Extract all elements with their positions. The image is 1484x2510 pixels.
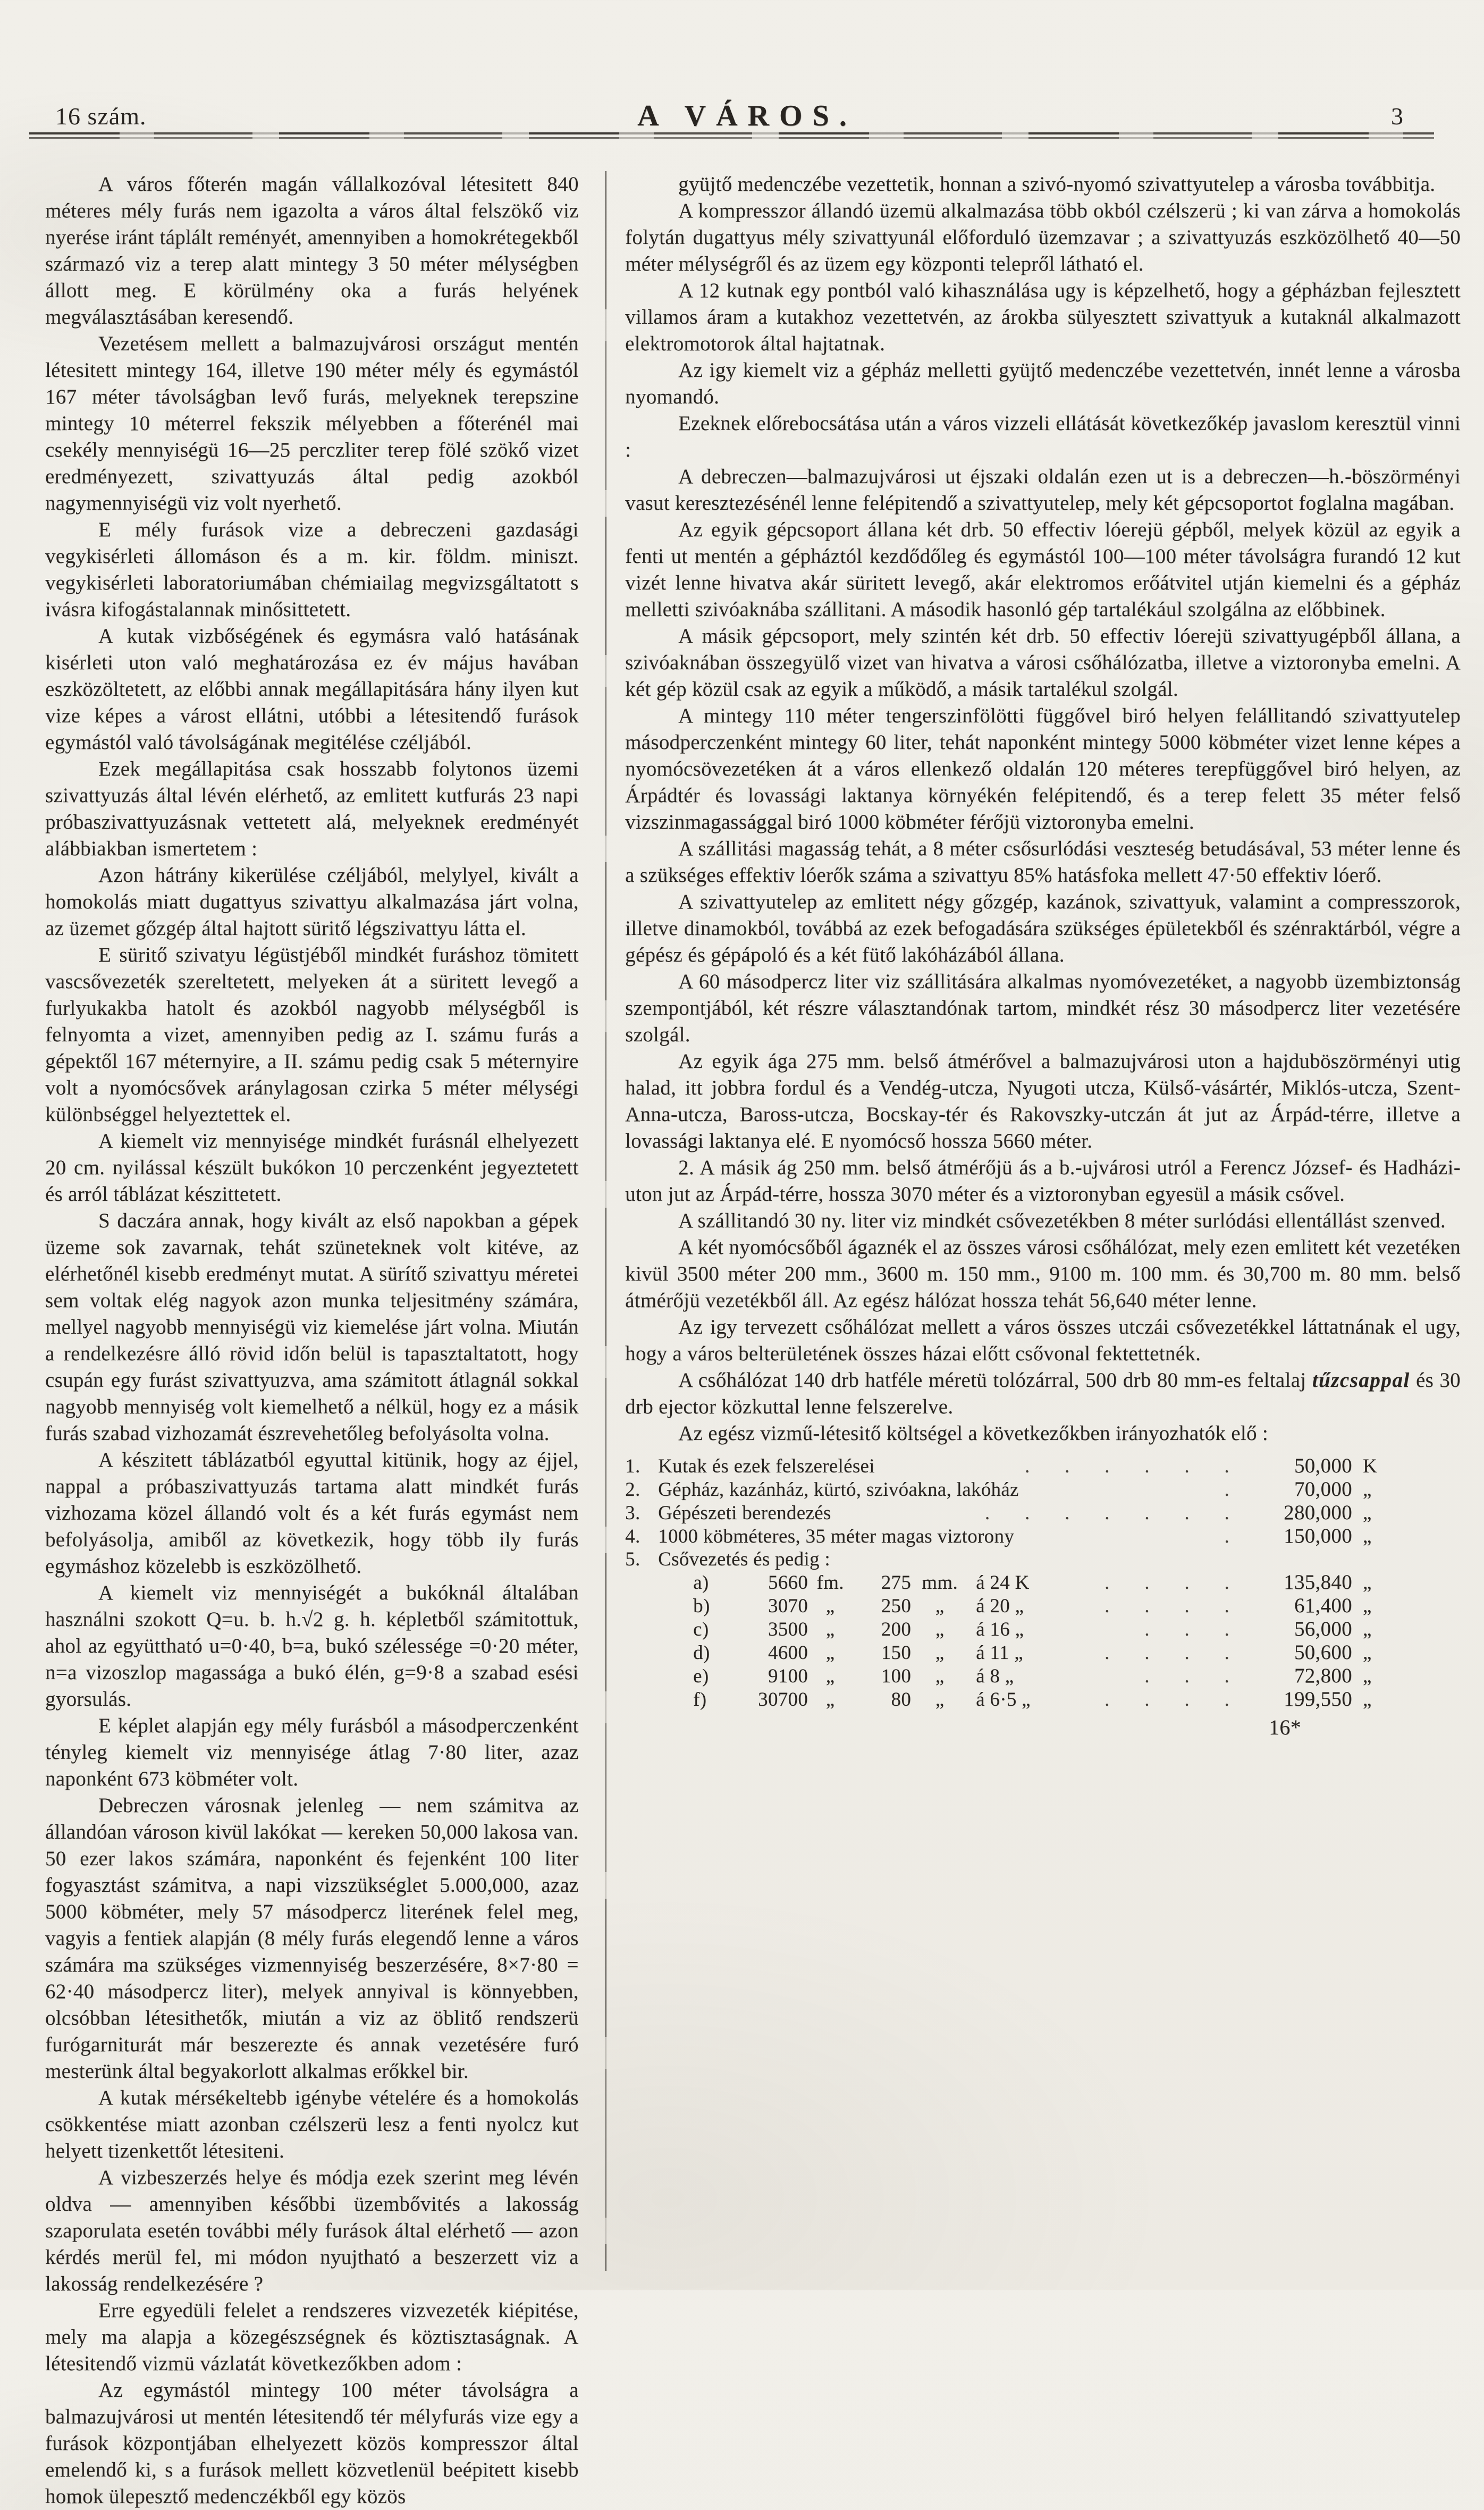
cost-subitem-size-unit: „ [935,1619,945,1640]
cost-subitem-letter: f) [693,1689,707,1711]
cost-subitem-row [693,1618,1398,1641]
cost-subitem-unit-price: á 11 „ [976,1642,1023,1664]
text-columns [45,171,1461,2508]
cost-subitem-letter: a) [693,1572,709,1594]
cost-subitem-currency: „ [1363,1572,1372,1594]
cost-subitem-size-unit: „ [935,1642,945,1664]
paragraph: Az egyik ága 275 mm. belső átmérővel a balmazujvárosi uton a hajduböszörményi utig halad, itt jobbra fordul és a Vendég-utcza, Nyugoti utcza, Külső-vásártér, Miklós-utcza, Szent-Anna-utcza, Baross-utcza, Bocskay-tér és Rakovszky-utczán át jut az Árpád-térre, illetve a lovassági laktanya elé. E nyomócső hossza 5660 méter. [625,1050,1461,1152]
cost-subitem-letter: d) [693,1642,710,1664]
paragraph-fire-hydrant [625,1367,1461,1420]
cost-list [625,1454,1461,1711]
cost-subitem-row [693,1641,1398,1664]
cost-subitem-quantity: 4600 [768,1642,808,1664]
paragraph: Az egymástól mintegy 100 méter távolságra a balmazujvárosi ut mentén létesitendő tér mélyfurás vize egy a furások központjában elhelyezett közös kompresszor által emelendő ki, s a furások mellett közvetlenül beépitett kisebb homok ülepesztő medenczékből egy közös [45,2379,579,2508]
cost-subitem-quantity: 3500 [768,1619,808,1640]
cost-subitem-unit: „ [825,1665,835,1687]
cost-item-label: Csővezetés és pedig : [658,1548,830,1570]
cost-subitem-unit: „ [825,1595,835,1617]
cost-subitem-unit: „ [825,1642,835,1664]
cost-subitem-currency: „ [1363,1595,1372,1617]
cost-item-label: 1000 köbméteres, 35 méter magas viztorony [658,1526,1015,1547]
header-double-rule [29,132,1434,139]
cost-subitem-amount: 72,800 [1294,1664,1352,1687]
cost-item-amount: 70,000 [1294,1478,1352,1501]
paragraph: A kutak mérsékeltebb igénybe vételére és a homokolás csökkentése miatt azonban czélszerü lesz a fenti nyolcz kut helyett tizenkettőt létesiteni. [45,2086,579,2162]
paragraph: A város főterén magán vállalkozóval létesitett 840 méteres mély furás nem igazolta a város által felszökő viz nyerése iránt táplált reményét, amennyiben a homokrétegekből származó viz a terep alatt mintegy 3 50 méter mélységben állott meg. E körülmény oka a furás helyének megválasztásában keresendő. [45,173,579,329]
paragraph: A készitett táblázatból egyuttal kitünik, hogy az éjjel, nappal a próbaszivattyuzás tartama alatt mindkét furás vizhozama közel állandó volt és a két furás egymást nem befolyásolja, amiből az következik, hogy több ily furás egymáshoz közelebb is eszközölhető. [45,1448,579,1578]
cost-item-row [625,1478,1398,1501]
cost-item-label: Gépészeti berendezés [658,1502,831,1524]
dot-leader: . . . . [1104,1689,1229,1711]
paragraph: E képlet alapján egy mély furásból a másodperczenként tényleg kiemelt viz mennyisége átlag 7·80 liter, azaz naponként 673 köbméter volt. [45,1714,579,1790]
cost-subitem-size: 275 [881,1572,912,1594]
paragraph: A szállitási magasság tehát, a 8 méter csősurlódási veszteség betudásával, 53 méter lenne és a szükséges effektiv lóerők száma a szivattyu 85% hatásfoka mellett 47·50 effektiv lóerő. [625,837,1461,887]
right-column-paragraphs [625,171,1461,1367]
cost-item-row [625,1454,1398,1478]
dot-leader: . [1224,1526,1229,1547]
cost-subitem-size: 100 [881,1665,912,1687]
cost-subitem-size: 80 [891,1689,912,1711]
paragraph: A kiemelt viz mennyiségét a bukóknál általában használni szokott Q=u. b. h.√2 g. h. képletből számitottuk, ahol az együttható u=0·40, b=a, bukó szélessége =0·20 méter, n=a vizoszlop magassága a bukó élén, g=9·8 a szabad esési gyorsulás. [45,1581,579,1711]
paragraph: Vezetésem mellett a balmazujvárosi országut mentén létesitett mintegy 164, illetve 190 méter mély és egymástól 167 méter távolságban levő furás, melyeknek terepszine mintegy 10 méterrel fekszik mélyebben a főterénél mai csekély mennyiségü 16—25 perczliter terep fölé szökő vizet eredményezett, szivattyuzás által pedig azokból nagymennyiségü viz volt nyerhető. [45,332,579,515]
cost-subitem-unit-price: á 24 K [976,1572,1030,1594]
cost-subitem-row [693,1664,1398,1688]
cost-subitem-currency: „ [1363,1619,1372,1640]
paragraph: Ezeknek előrebocsátása után a város vizzeli ellátását következőkép javaslom keresztül vinni : [625,412,1461,461]
fire-hydrant-text-before: A csőhálózat 140 drb hatféle méretü tolózárral, 500 drb 80 mm-es feltalaj [678,1369,1312,1392]
left-column-paragraphs [45,171,579,2510]
cost-subitem-letter: e) [693,1665,709,1687]
paragraph: 2. A másik ág 250 mm. belső átmérőjü ás a b.-ujvárosi utról a Ferencz József- és Hadházi-uton jut az Árpád-térre, hossza 3070 méter és a viztoronyban egyesül a másik csővel. [625,1156,1461,1206]
dot-leader: . . . . . . . [984,1502,1229,1524]
paragraph: A kiemelt viz mennyisége mindkét furásnál elhelyezett 20 cm. nyilással készült bukókon 10 perczenként jegyeztetett és arról táblázat készittetett. [45,1130,579,1206]
paragraph: S daczára annak, hogy kivált az első napokban a gépek üzeme sok zavarnak, tehát szüneteknek volt kitéve, az elérhetőnél kisebb eredményt mutat. A sürítő szivattyu méretei sem voltak elég nagyok azon munka teljesitmény számára, mellyel nagyobb mennyiségü viz kiemelése járt volna. Miután a rendelkezésre álló rövid időn belül is tapasztaltatott, hogy csupán egy furást szivattyuzva, ama számitott átlagnál sokkal nagyobb mennyiség volt kiemelhető a nélkül, hogy ez a másik furás szabad vizhozamát észrevehetőleg befolyásolta volna. [45,1209,579,1445]
paragraph: Az igy tervezett csőhálózat mellett a város összes utczái csővezetékkel láttatnának el ugy, hogy a város belterületének összes házai előtt csővonal fektettetnék. [625,1316,1461,1365]
cost-subitem-size-unit: „ [935,1665,945,1687]
cost-item-currency: „ [1363,1479,1372,1501]
cost-subitem-amount: 50,600 [1294,1641,1352,1664]
cost-item-amount: 150,000 [1284,1524,1352,1547]
cost-subitem-currency: „ [1363,1665,1372,1687]
cost-subitem-unit: „ [825,1619,835,1640]
cost-item-number: 2. [625,1479,640,1501]
paragraph: A mintegy 110 méter tengerszinfölötti függővel biró helyen felállitandó szivattyutelep másodperczenként mintegy 60 liter, tehát naponként mintegy 5000 köbméter vizet lenne képes a nyomócsövezetéken át a város ellenkező oldalán 120 méteres terepfüggővel biró helyen, az Árpádtér és lovassági laktanya környékén felépitendő, és a terep felett 35 méter felső vizszinmagassággal biró 1000 köbméter férőjü viztoronyba emelni. [625,704,1461,833]
cost-subitem-quantity: 9100 [768,1665,808,1687]
cost-subitem-amount: 135,840 [1284,1571,1352,1594]
cost-item-amount: 280,000 [1284,1501,1352,1524]
left-column [45,171,579,2508]
dot-leader: . [1224,1479,1229,1501]
paragraph: Ezek megállapitása csak hosszabb folytonos üzemi szivattyuzás által lévén elérhető, az emlitett kutfurás 23 napi próbaszivattyuzásnak vettetett alá, melyeknek eredményét alábbiakban ismertetem : [45,757,579,860]
cost-item-row [625,1548,1398,1571]
cost-item-number: 4. [625,1526,640,1547]
paragraph: Azon hátrány kikerülése czéljából, melylyel, kivált a homokolás miatt dugattyus szivattyu alkalmazása járt volna, az üzemet gőzgép által hajtott süritő légszivattyu látta el. [45,864,579,940]
cost-intro-paragraph: Az egész vizmű-létesitő költségel a következőkben irányozhatók elő : [678,1422,1268,1445]
cost-subitem-unit: fm. [816,1572,844,1594]
cost-item-row [625,1501,1398,1524]
paragraph: A 60 másodpercz liter viz szállitására alkalmas nyomóvezetéket, a nagyobb üzembiztonság szempontjából, két részre választandónak tartom, mindkét rész 30 másodpercz liter vezetésére szolgál. [625,970,1461,1046]
masthead-title: A VÁROS. [637,99,857,132]
cost-subitem-size: 200 [881,1619,912,1640]
dot-leader: . . . . [1104,1572,1229,1594]
cost-subitem-unit-price: á 16 „ [976,1619,1024,1640]
cost-item-amount: 50,000 [1294,1454,1352,1477]
paragraph: A kutak vizbőségének és egymásra való hatásának kisérleti uton való meghatározása ez év május havában eszközöltetett, az előbbi annak megállapitására hány ilyen kut vize képes a várost ellátni, utóbbi a létesitendő furások egymástól való távolságának megitélése czéljából. [45,625,579,754]
dot-leader: . . . . [1104,1595,1229,1617]
paragraph: A szivattyutelep az emlitett négy gőzgép, kazánok, szivattyuk, valamint a compresszorok, illetve dinamokból, továbbá az ezek befogadására szükséges épületekből és szénraktárból, végre a gépész és gépápoló és a két fütő lakóházából állana. [625,890,1461,966]
cost-subitem-size: 150 [881,1642,912,1664]
cost-subitem-size-unit: „ [935,1689,945,1711]
cost-item-number: 1. [625,1455,640,1477]
paragraph: Az igy kiemelt viz a gépház melletti gyüjtő medenczébe vezettetvén, innét lenne a városba nyomandó. [625,359,1461,408]
cost-subitem-row [693,1594,1398,1618]
dot-leader: . . . . [1104,1642,1229,1664]
paragraph: gyüjtő medenczébe vezettetik, honnan a szivó-nyomó szivattyutelep a városba továbbitja. [678,173,1436,196]
column-divider-rule [605,171,606,2271]
cost-item-label: Kutak és ezek felszerelései [658,1455,875,1477]
paragraph: E süritő szivatyu légüstjéből mindkét furáshoz tömitett vascsővezeték szereltetett, melyeken át a süritett levegő a furlyukakba hatolt és azokból nagyobb mélységből is felnyomta a vizet, amennyiben pedig az I. számu furás a gépektől 167 méternyire, a II. számu pedig csak 5 méternyire volt a nyomócsővek aránylagosan czirka 5 méter mélységi különbséggel helyeztettek el. [45,944,579,1126]
paragraph: A kompresszor állandó üzemü alkalmazása több okból czélszerü ; ki van zárva a homokolás folytán dugattyus mély szivattyunál előforduló üzemzavar ; a szivattyuzás eszközölhető 40—50 méter mélységről és az üzem egy központi telepről látható el. [625,199,1461,275]
cost-item-currency: „ [1363,1502,1372,1524]
fire-hydrant-text-after: és 30 drb ejector közkuttal lenne felszerelve. [625,1369,1461,1418]
right-column [625,171,1461,2279]
cost-subitem-unit-price: á 20 „ [976,1595,1024,1617]
cost-sub-items [625,1571,1398,1711]
cost-subitem-amount: 61,400 [1294,1594,1352,1617]
cost-item-label: Gépház, kazánház, kürtó, szivóakna, lakóház [658,1479,1019,1501]
cost-item-row [625,1524,1398,1548]
page-header [0,99,1484,131]
rule-line-top [29,132,1434,134]
cost-subitem-letter: c) [693,1619,709,1640]
cost-subitem-amount: 199,550 [1284,1688,1352,1711]
paragraph: E mély furások vize a debreczeni gazdasági vegykisérleti állomáson és a m. kir. földm. miniszt. vegykisérleti laboratoriumában chémiailag megvizsgáltatott s ivásra kifogástalannak minősittetett. [45,518,579,621]
cost-subitem-unit-price: á 6·5 „ [976,1689,1031,1711]
cost-subitem-currency: „ [1363,1642,1372,1664]
cost-subitem-size-unit: „ [935,1595,945,1617]
emphasis-tuzcsappal: tűzcsappal [1312,1369,1410,1392]
cost-subitem-row [693,1571,1398,1594]
printers-mark: 16* [1269,1715,1301,1739]
cost-subitem-size: 250 [881,1595,912,1617]
cost-item-number: 5. [625,1548,640,1570]
cost-item-currency: „ [1363,1526,1372,1547]
cost-item-currency: K [1363,1455,1378,1477]
issue-number: 16 szám. [55,103,147,130]
paragraph: Debreczen városnak jelenleg — nem számitva az állandóan városon kivül lakókat — kereken 50,000 lakosa van. 50 ezer lakos számára, naponként és fejenként 100 liter fogyasztást számitva, a napi vizszükséglet 5.000,000, azaz 5000 köbméter, mely 57 másodpercz literének felel meg, vagyis a fentiek alapján (8 mély furás elegendő lenne a város számára ma szükséges vizmennyiség beszerzésére, 8×7·80 = 62·40 másodpercz liter), melyek annyival is könnyebben, olcsóbban létesithetők, miután a viz az öblitő rendszerü furógarniturát már beszerezte és annak vezetésére furó mesterünk által begyakorlott alkalmas erőkkel bir. [45,1794,579,2083]
cost-subitem-amount: 56,000 [1294,1618,1352,1640]
paragraph: A szállitandó 30 ny. liter viz mindkét csővezetékben 8 méter surlódási ellentállást szenved. [678,1209,1446,1232]
cost-subitem-unit: „ [825,1689,835,1711]
dot-leader: . . . . . . [1024,1455,1229,1477]
cost-subitem-letter: b) [693,1595,710,1617]
cost-subitem-unit-price: á 8 „ [976,1665,1014,1687]
page-number: 3 [1391,103,1403,130]
paragraph: Erre egyedüli felelet a rendszeres vizvezeték kiépitése, mely ma alapja a közegészségnek és köztisztaságnak. A létesitendő vizmü vázlatát következőkben adom : [45,2299,579,2375]
paragraph: A két nyomócsőből ágaznék el az összes városi csőhálózat, mely ezen emlitett két vezetéken kivül 3500 méter 200 mm., 3600 m. 150 mm., 9100 m. 100 mm. és 30,700 m. 80 mm. belső átmérőjü vezetékből áll. Az egész hálózat hossza tehát 56,640 méter lenne. [625,1236,1461,1312]
cost-subitem-currency: „ [1363,1689,1372,1711]
cost-subitem-size-unit: mm. [922,1572,958,1594]
cost-item-number: 3. [625,1502,640,1524]
dot-leader: . . . [1144,1619,1229,1640]
cost-subitem-quantity: 30700 [758,1689,808,1711]
cost-subitem-quantity: 5660 [768,1572,808,1594]
dot-leader: . . . [1144,1665,1229,1687]
paragraph: A debreczen—balmazujvárosi ut éjszaki oldalán ezen ut is a debreczen—h.-böszörményi vasut keresztezésénél lenne felépitendő a szivattyutelep, mely két gépcsoportot foglalna magában. [625,465,1461,515]
cost-subitem-row [693,1688,1398,1711]
paragraph: A másik gépcsoport, mely szintén két drb. 50 effectiv lóerejü szivattyugépből állana, a szivóaknában összegyülő vizet van hivatva a városi csőhálózatba, illetve a viztoronyba emelni. A két gép közül csak az egyik a működő, a másik tartalékul szolgál. [625,625,1461,701]
paragraph: A vizbeszerzés helye és módja ezek szerint meg lévén oldva — amennyiben későbbi üzembővités a lakosság szaporulata esetén további mély furások által elérhető — azon kérdés merül fel, mi módon nyujtható a beszerzett viz a lakosság rendelkezésére ? [45,2166,579,2295]
cost-main-items [625,1454,1398,1571]
rule-line-bottom [29,137,1434,139]
paragraph: Az egyik gépcsoport állana két drb. 50 effectiv lóerejü gépből, melyek közül az egyik a fenti ut mentén a gépháztól kezdődőleg és egymástól 100—100 méter távolságra furandó 12 kut vizét lenne hivatva akár süritett levegő, akár elektromos erőátvitel utján kiemelni és a gépház melletti szivóaknába szállitani. A második hasonló gép tartalékául szolgálna az előbbinek. [625,518,1461,621]
paragraph: A 12 kutnak egy pontból való kihasználása ugy is képzelhető, hogy a gépházban fejlesztett villamos áram a kutakhoz vezettetvén, az árokba sülyesztett szivattyuk a kutaknál alkalmazott elektromotorok által hajtatnak. [625,279,1461,355]
cost-subitem-quantity: 3070 [768,1595,808,1617]
